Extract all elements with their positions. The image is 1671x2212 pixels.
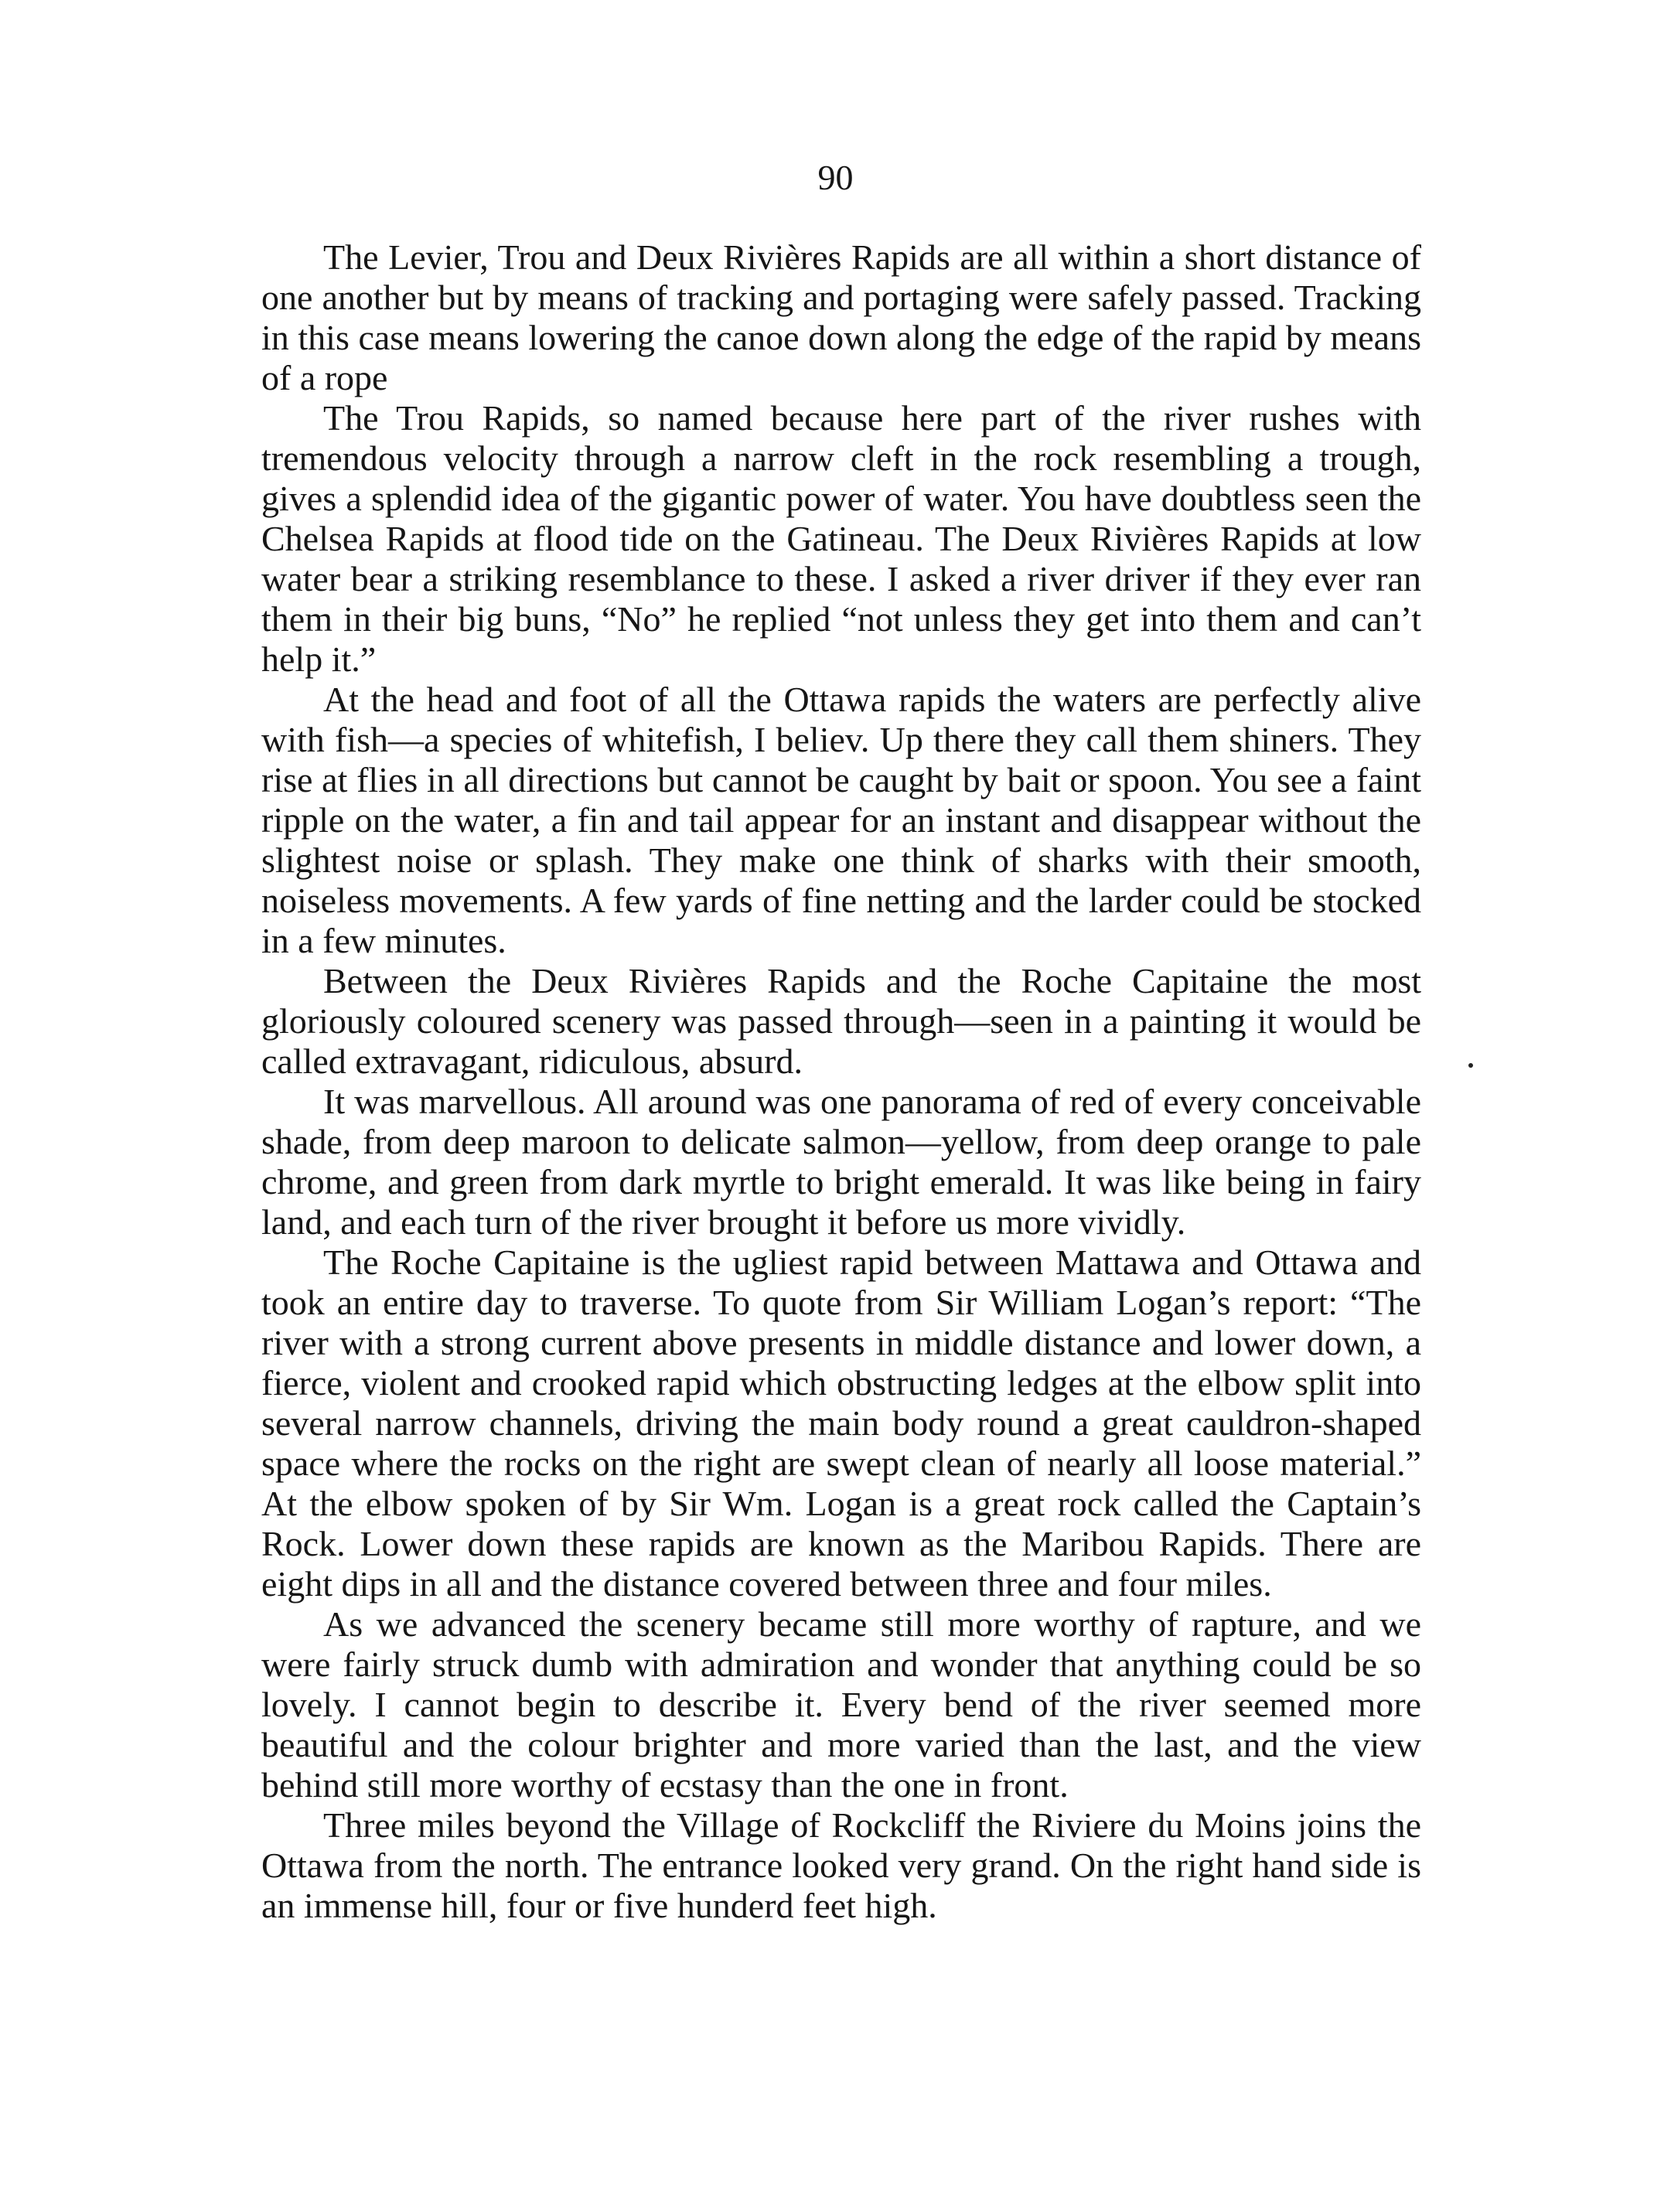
- paragraph-trou-rapids: The Trou Rapids, so named because here part of the river rushes with tremendous velocity through a narrow cleft in the rock resembling a trough, gives a splendid idea of the gigantic power of water. You have doubtless seen the Chelsea Rapids at flood tide on the Gatineau. The Deux Rivières Rapids at low water bear a striking resemblance to these. I asked a river driver if they ever ran them in their big buns, “No” he replied “not unless they get into them and can’t help it.”: [261, 398, 1421, 679]
- ink-speck: [1468, 1063, 1473, 1068]
- body-text: [261, 237, 1421, 1926]
- paragraph-coloured-scenery: Between the Deux Rivières Rapids and the Roche Capitaine the most gloriously coloured scenery was passed through—seen in a painting it would be called extravagant, ridiculous, absurd.: [261, 961, 1421, 1081]
- paragraph-scenery-rapture: As we advanced the scenery became still more worthy of rapture, and we were fairly struck dumb with admiration and wonder that anything could be so lovely. I cannot begin to describe it. Every bend of the river seemed more beautiful and the colour brighter and more varied than the last, and the view behind still more worthy of ecstasy than the one in front.: [261, 1604, 1421, 1805]
- paragraph-levier-trou-deux-rivieres: The Levier, Trou and Deux Rivières Rapids are all within a short distance of one another but by means of tracking and portaging were safely passed. Tracking in this case means lowering the canoe down along the edge of the rapid by means of a rope: [261, 237, 1421, 397]
- paragraph-roche-capitaine: The Roche Capitaine is the ugliest rapid between Mattawa and Ottawa and took an entire day to traverse. To quote from Sir William Logan’s report: “The river with a strong current above presents in middle distance and lower down, a fierce, violent and crooked rapid which obstructing ledges at the elbow split into several narrow channels, driving the main body round a great cauldron-shaped space where the rocks on the right are swept clean of nearly all loose material.” At the elbow spoken of by Sir Wm. Logan is a great rock called the Captain’s Rock. Lower down these rapids are known as the Maribou Rapids. There are eight dips in all and the distance covered between three and four miles.: [261, 1242, 1421, 1604]
- page-number: 90: [817, 158, 854, 197]
- paragraph-marvellous-panorama: It was marvellous. All around was one panorama of red of every conceivable shade, from deep maroon to delicate salmon—yellow, from deep orange to pale chrome, and green from dark myrtle to bright emerald. It was like being in fairy land, and each turn of the river brought it before us more vividly.: [261, 1082, 1421, 1242]
- paragraph-fish-at-rapids: At the head and foot of all the Ottawa rapids the waters are perfectly alive with fish—a species of whitefish, I believ. Up there they call them shiners. They rise at flies in all directions but cannot be caught by bait or spoon. You see a faint ripple on the water, a fin and tail appear for an instant and disappear without the slightest noise or splash. They make one think of sharks with their smooth, noiseless movements. A few yards of fine netting and the larder could be stocked in a few minutes.: [261, 680, 1421, 960]
- paragraph-riviere-du-moins: Three miles beyond the Village of Rockcliff the Riviere du Moins joins the Ottawa from the north. The entrance looked very grand. On the right hand side is an immense hill, four or five hunderd feet high.: [261, 1805, 1421, 1925]
